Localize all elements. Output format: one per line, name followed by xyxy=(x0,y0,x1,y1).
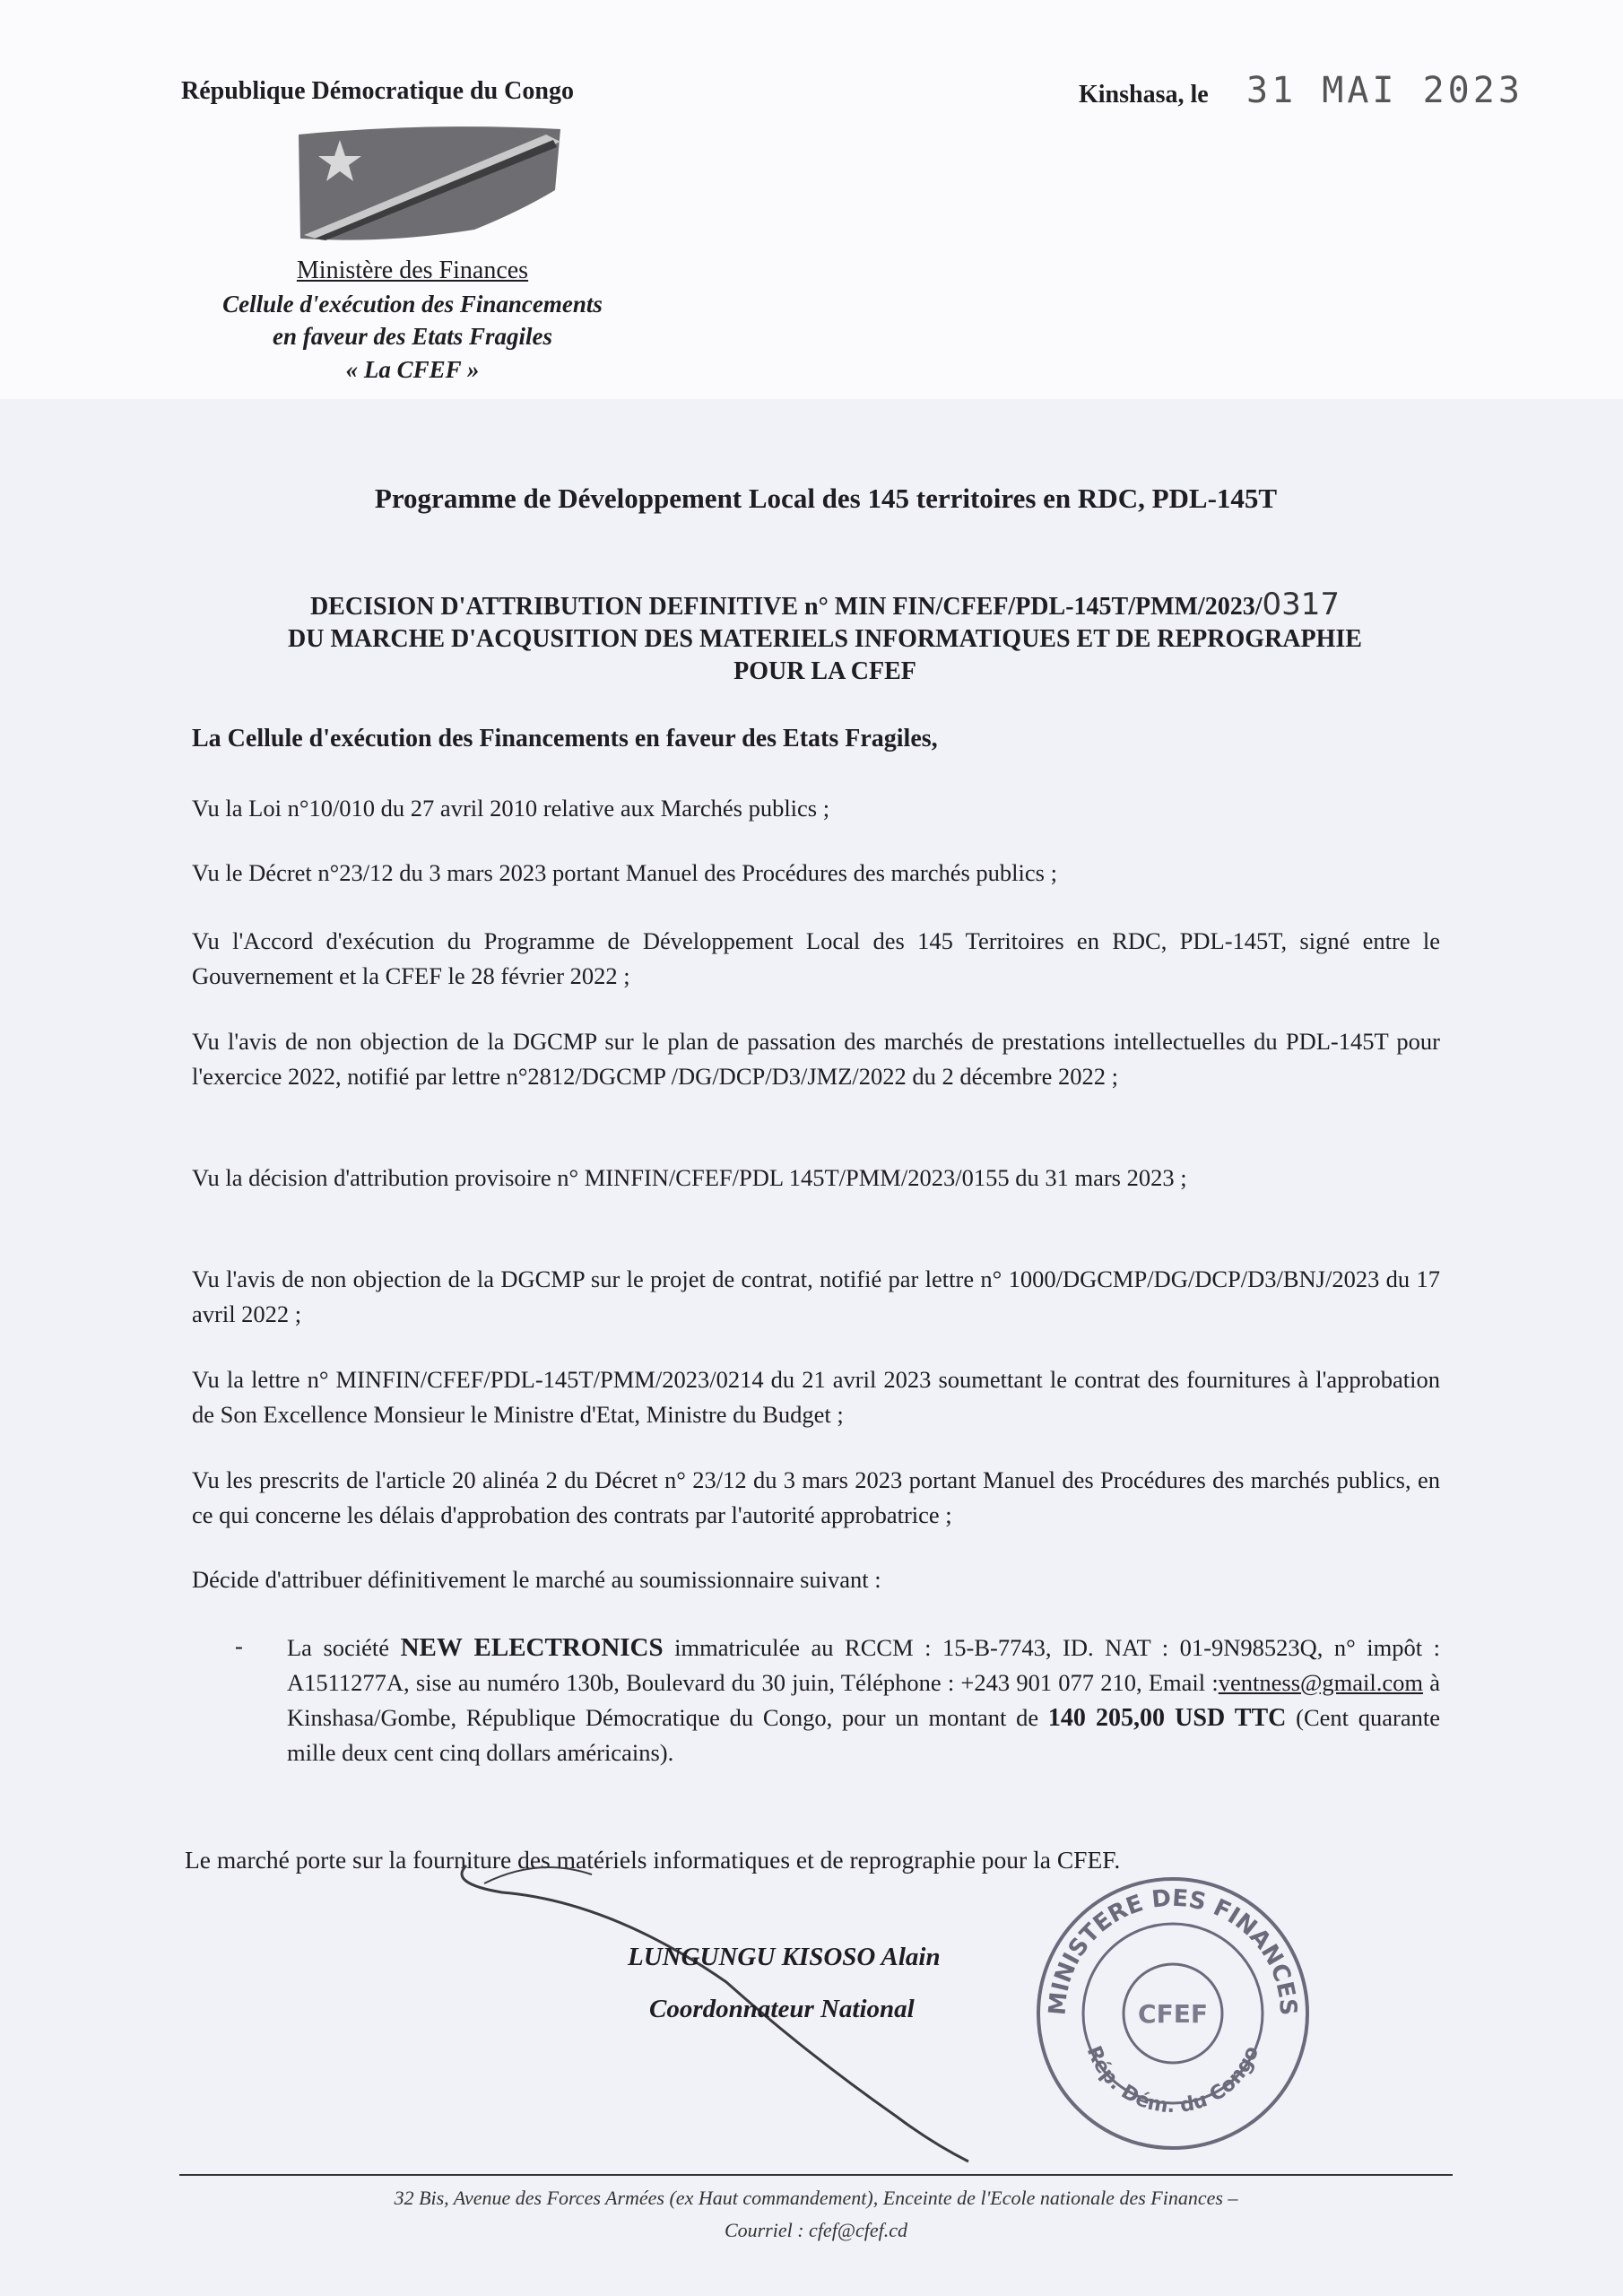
list-dash: - xyxy=(235,1632,243,1659)
consideration: Vu la Loi n°10/010 du 27 avril 2010 relative aux Marchés publics ; xyxy=(192,795,830,822)
consideration: Vu le Décret n°23/12 du 3 mars 2023 portant Manuel des Procédures des marchés publics ; xyxy=(192,859,1057,886)
awardee-details: à Kinshasa/Gombe, République Démocratique du Congo, pour un montant de xyxy=(287,1669,1441,1731)
decide-line: Décide d'attribuer définitivement le marché au soumissionnaire suivant : xyxy=(192,1566,881,1593)
programme-title: Programme de Développement Local des 145 territoires en RDC, PDL-145T xyxy=(374,483,1278,514)
handwritten-number: 0317 xyxy=(1262,587,1341,622)
consideration: Vu la lettre n° MINFIN/CFEF/PDL-145T/PMM/2023/0214 du 21 avril 2023 soumettant le contrat des fournitures à l'approbation de Son Excellence Monsieur le Ministre d'Etat, Ministre du Budget ; xyxy=(192,1366,1440,1428)
svg-text:CFEF: CFEF xyxy=(1138,1999,1208,2029)
footer-divider xyxy=(179,2174,1453,2176)
signatory-name: LUNGUNGU KISOSO Alain xyxy=(628,1943,941,1971)
place-date-prefix: Kinshasa, le xyxy=(1079,81,1209,109)
country-name: République Démocratique du Congo xyxy=(181,77,574,105)
official-stamp-icon xyxy=(1029,1870,1316,2157)
awardee-prefix: La société xyxy=(287,1634,390,1661)
company-name: NEW ELECTRONICS xyxy=(400,1633,664,1662)
svg-text:Rép. Dém. du Congo: Rép. Dém. du Congo xyxy=(1081,2042,1264,2118)
consideration: Vu les prescrits de l'article 20 alinéa 2 du Décret n° 23/12 du 3 mars 2023 portant Manuel des Procédures des marchés publics, en ce qui concerne les délais d'approbation des contrats par l'autorité approbatrice ; xyxy=(192,1466,1440,1528)
footer-email: Courriel : cfef@cfef.cd xyxy=(724,2219,908,2241)
signatory-title: Coordonnateur National xyxy=(649,1995,915,2023)
consideration: Vu l'avis de non objection de la DGCMP sur le projet de contrat, notifié par lettre n° 1000/DGCMP/DG/DCP/D3/BNJ/2023 du 17 avril 2022 ; xyxy=(192,1265,1440,1327)
awardee-paragraph xyxy=(287,1631,1440,1770)
awardee-details: (Cent quarante mille deux cent cinq dollars américains). xyxy=(287,1704,1440,1766)
decision-line1: DECISION D'ATTRIBUTION DEFINITIVE n° MIN FIN/CFEF/PDL-145T/PMM/2023/ xyxy=(309,593,1263,621)
unit-line2: en faveur des Etats Fragiles xyxy=(272,323,552,350)
decision-line3: POUR LA CFEF xyxy=(733,657,916,685)
unit-short: « La CFEF » xyxy=(345,356,480,383)
consideration: Vu la décision d'attribution provisoire n° MINFIN/CFEF/PDL 145T/PMM/2023/0155 du 31 mars 2023 ; xyxy=(192,1164,1187,1191)
scope-line: Le marché porte sur la fourniture des matériels informatiques et de reprographie pour la CFEF. xyxy=(185,1846,1121,1874)
consideration: Vu l'Accord d'exécution du Programme de Développement Local des 145 Territoires en RDC, PDL-145T, signé entre le Gouvernement et la CFEF le 28 février 2022 ; xyxy=(192,927,1440,989)
contract-amount: 140 205,00 USD TTC xyxy=(1047,1704,1287,1732)
unit-line1: Cellule d'exécution des Financements xyxy=(222,291,603,317)
awardee-details: immatriculée au RCCM : 15-B-7743, ID. NAT : 01-9N98523Q, n° impôt : A1511277A, sise au numéro 130b, Boulevard du 30 juin, Téléphone : +243 901 077 210, Email : xyxy=(287,1634,1440,1696)
ministry-name: Ministère des Finances xyxy=(296,257,529,284)
consideration: Vu l'avis de non objection de la DGCMP sur le plan de passation des marchés de prestations intellectuelles du PDL-145T pour l'exercice 2022, notifié par lettre n°2812/DGCMP /DG/DCP/D3/JMZ/2022 du 2 décembre 2022 ; xyxy=(192,1028,1440,1090)
footer-address: 32 Bis, Avenue des Forces Armées (ex Haut commandement), Enceinte de l'Ecole nationale des Finances – xyxy=(394,2187,1238,2209)
intro-line: La Cellule d'exécution des Financements en faveur des Etats Fragiles, xyxy=(192,725,938,752)
date-stamp: 31 MAI 2023 xyxy=(1246,70,1523,111)
svg-text:MINISTERE DES FINANCES: MINISTERE DES FINANCES xyxy=(1044,1884,1302,2017)
decision-line2: DU MARCHE D'ACQUSITION DES MATERIELS INFORMATIQUES ET DE REPROGRAPHIE xyxy=(288,625,1362,653)
awardee-email: ventness@gmail.com xyxy=(1218,1669,1424,1696)
decision-title xyxy=(179,588,1471,688)
drc-flag-icon xyxy=(295,122,564,244)
